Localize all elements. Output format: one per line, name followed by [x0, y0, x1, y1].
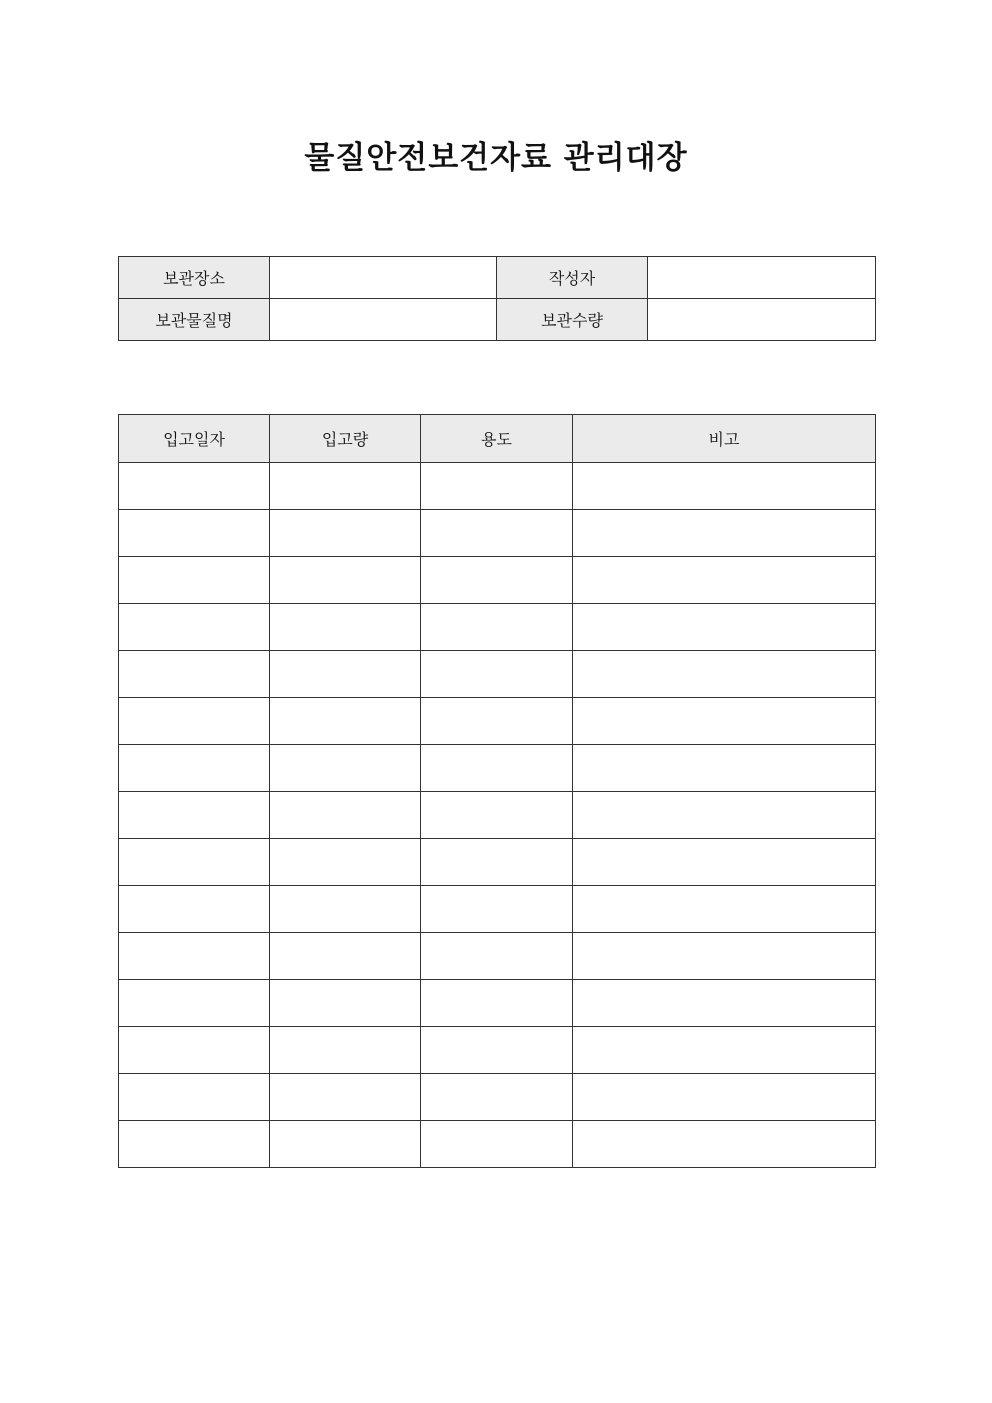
- log-body: [119, 463, 876, 1168]
- author-field[interactable]: [648, 257, 876, 299]
- table-row: [119, 1074, 876, 1121]
- remarks-cell[interactable]: [573, 886, 876, 933]
- usage-cell[interactable]: [421, 1121, 573, 1168]
- receipt-amount-header: 입고량: [270, 415, 421, 463]
- storage-quantity-label: 보관수량: [497, 299, 648, 341]
- usage-cell[interactable]: [421, 651, 573, 698]
- table-row: [119, 651, 876, 698]
- material-name-field[interactable]: [270, 299, 497, 341]
- receipt-date-cell[interactable]: [119, 886, 270, 933]
- usage-cell[interactable]: [421, 792, 573, 839]
- usage-cell[interactable]: [421, 510, 573, 557]
- receipt-amount-cell[interactable]: [270, 604, 421, 651]
- author-label: 작성자: [497, 257, 648, 299]
- table-row: [119, 698, 876, 745]
- receipt-amount-cell[interactable]: [270, 698, 421, 745]
- usage-cell[interactable]: [421, 745, 573, 792]
- usage-cell[interactable]: [421, 980, 573, 1027]
- table-row: [119, 886, 876, 933]
- receipt-amount-cell[interactable]: [270, 463, 421, 510]
- receipt-amount-cell[interactable]: [270, 651, 421, 698]
- table-row: [119, 463, 876, 510]
- table-row: [119, 745, 876, 792]
- remarks-cell[interactable]: [573, 1027, 876, 1074]
- remarks-cell[interactable]: [573, 792, 876, 839]
- table-row: [119, 604, 876, 651]
- usage-cell[interactable]: [421, 839, 573, 886]
- remarks-cell[interactable]: [573, 651, 876, 698]
- storage-quantity-field[interactable]: [648, 299, 876, 341]
- receipt-log-table: [118, 414, 876, 1168]
- receipt-date-cell[interactable]: [119, 1074, 270, 1121]
- remarks-cell[interactable]: [573, 745, 876, 792]
- remarks-cell[interactable]: [573, 510, 876, 557]
- receipt-date-cell[interactable]: [119, 1027, 270, 1074]
- usage-cell[interactable]: [421, 557, 573, 604]
- remarks-cell[interactable]: [573, 463, 876, 510]
- remarks-cell[interactable]: [573, 604, 876, 651]
- receipt-amount-cell[interactable]: [270, 557, 421, 604]
- receipt-amount-cell[interactable]: [270, 510, 421, 557]
- storage-location-field[interactable]: [270, 257, 497, 299]
- receipt-amount-cell[interactable]: [270, 980, 421, 1027]
- receipt-amount-cell[interactable]: [270, 1074, 421, 1121]
- remarks-cell[interactable]: [573, 557, 876, 604]
- remarks-cell[interactable]: [573, 933, 876, 980]
- receipt-amount-cell[interactable]: [270, 792, 421, 839]
- table-row: [119, 1121, 876, 1168]
- table-row: [119, 839, 876, 886]
- info-row-material: [119, 299, 876, 341]
- receipt-date-cell[interactable]: [119, 745, 270, 792]
- receipt-date-cell[interactable]: [119, 698, 270, 745]
- receipt-amount-cell[interactable]: [270, 886, 421, 933]
- usage-cell[interactable]: [421, 463, 573, 510]
- receipt-date-cell[interactable]: [119, 933, 270, 980]
- receipt-date-cell[interactable]: [119, 839, 270, 886]
- remarks-cell[interactable]: [573, 839, 876, 886]
- receipt-amount-cell[interactable]: [270, 1121, 421, 1168]
- table-row: [119, 980, 876, 1027]
- remarks-header: 비고: [573, 415, 876, 463]
- storage-info-table: [118, 256, 876, 341]
- remarks-cell[interactable]: [573, 1074, 876, 1121]
- usage-cell[interactable]: [421, 933, 573, 980]
- receipt-date-cell[interactable]: [119, 1121, 270, 1168]
- receipt-date-cell[interactable]: [119, 980, 270, 1027]
- receipt-amount-cell[interactable]: [270, 745, 421, 792]
- document-title: 물질안전보건자료 관리대장: [304, 140, 688, 176]
- remarks-cell[interactable]: [573, 698, 876, 745]
- remarks-cell[interactable]: [573, 1121, 876, 1168]
- storage-location-label: 보관장소: [119, 257, 270, 299]
- table-row: [119, 557, 876, 604]
- table-row: [119, 792, 876, 839]
- receipt-date-cell[interactable]: [119, 651, 270, 698]
- table-row: [119, 510, 876, 557]
- receipt-date-cell[interactable]: [119, 510, 270, 557]
- receipt-date-cell[interactable]: [119, 557, 270, 604]
- info-row-location: [119, 257, 876, 299]
- receipt-amount-cell[interactable]: [270, 1027, 421, 1074]
- usage-cell[interactable]: [421, 698, 573, 745]
- receipt-date-header: 입고일자: [119, 415, 270, 463]
- usage-cell[interactable]: [421, 1027, 573, 1074]
- receipt-date-cell[interactable]: [119, 463, 270, 510]
- remarks-cell[interactable]: [573, 980, 876, 1027]
- usage-header: 용도: [421, 415, 573, 463]
- log-header-row: [119, 415, 876, 463]
- receipt-date-cell[interactable]: [119, 792, 270, 839]
- usage-cell[interactable]: [421, 1074, 573, 1121]
- usage-cell[interactable]: [421, 886, 573, 933]
- receipt-date-cell[interactable]: [119, 604, 270, 651]
- table-row: [119, 933, 876, 980]
- receipt-amount-cell[interactable]: [270, 839, 421, 886]
- table-row: [119, 1027, 876, 1074]
- usage-cell[interactable]: [421, 604, 573, 651]
- receipt-amount-cell[interactable]: [270, 933, 421, 980]
- material-name-label: 보관물질명: [119, 299, 270, 341]
